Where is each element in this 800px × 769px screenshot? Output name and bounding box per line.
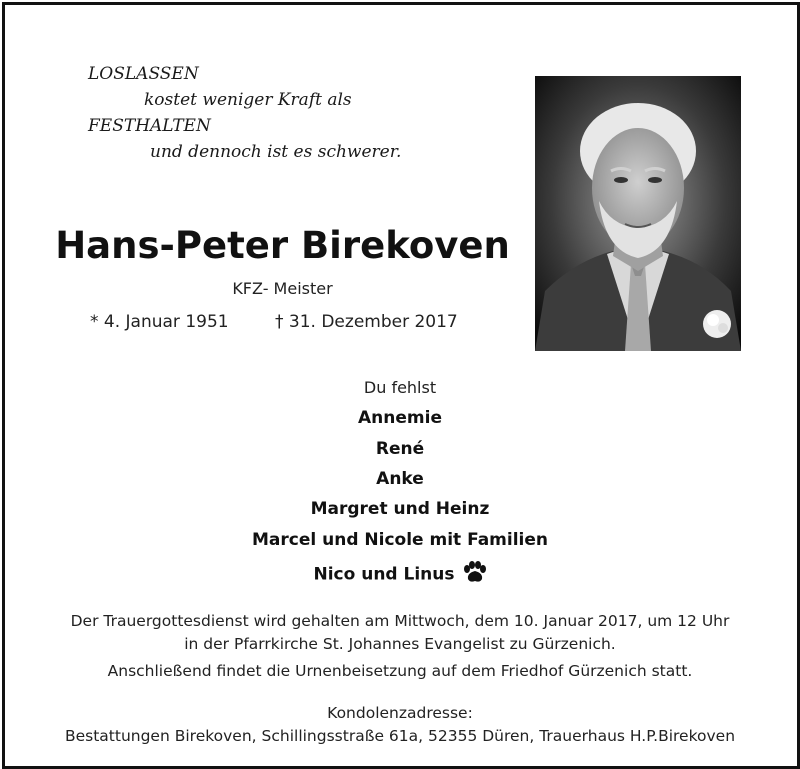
death-date: † 31. Dezember 2017 — [275, 312, 458, 332]
service-info-line: in der Pfarrkirche St. Johannes Evangelist zu Gürzenich. — [184, 635, 616, 653]
poem-line-1: LOSLASSEN — [88, 64, 199, 84]
poem-line-3: FESTHALTEN — [88, 116, 211, 136]
mourner-name: Annemie — [358, 408, 442, 428]
condolence-label: Kondolenzadresse: — [327, 704, 473, 722]
mourner-name: René — [375, 439, 425, 459]
poem-line-2: kostet weniger Kraft als — [144, 90, 352, 110]
birth-date: * 4. Januar 1951 — [90, 312, 229, 332]
mourner-name: Margret und Heinz — [310, 499, 490, 519]
poem-line-4: und dennoch ist es schwerer. — [150, 142, 402, 162]
portrait-photo — [535, 76, 741, 351]
service-info-line: Der Trauergottesdienst wird gehalten am Mittwoch, dem 10. Januar 2017, um 12 Uhr — [70, 612, 730, 630]
mourners-intro: Du fehlst — [363, 378, 437, 397]
mourner-line-pets — [0, 560, 800, 589]
deceased-profession: KFZ- Meister — [232, 279, 333, 298]
paw-print-icon — [461, 560, 487, 589]
deceased-name: Hans-Peter Birekoven — [55, 224, 510, 267]
mourner-name: Nico und Linus — [313, 564, 455, 585]
burial-info-line: Anschließend findet die Urnenbeisetzung auf dem Friedhof Gürzenich statt. — [107, 662, 693, 680]
mourner-name: Anke — [376, 469, 424, 489]
mourner-name: Marcel und Nicole mit Familien — [251, 530, 548, 550]
condolence-address: Bestattungen Birekoven, Schillingsstraße 61a, 52355 Düren, Trauerhaus H.P.Birekoven — [64, 727, 736, 745]
